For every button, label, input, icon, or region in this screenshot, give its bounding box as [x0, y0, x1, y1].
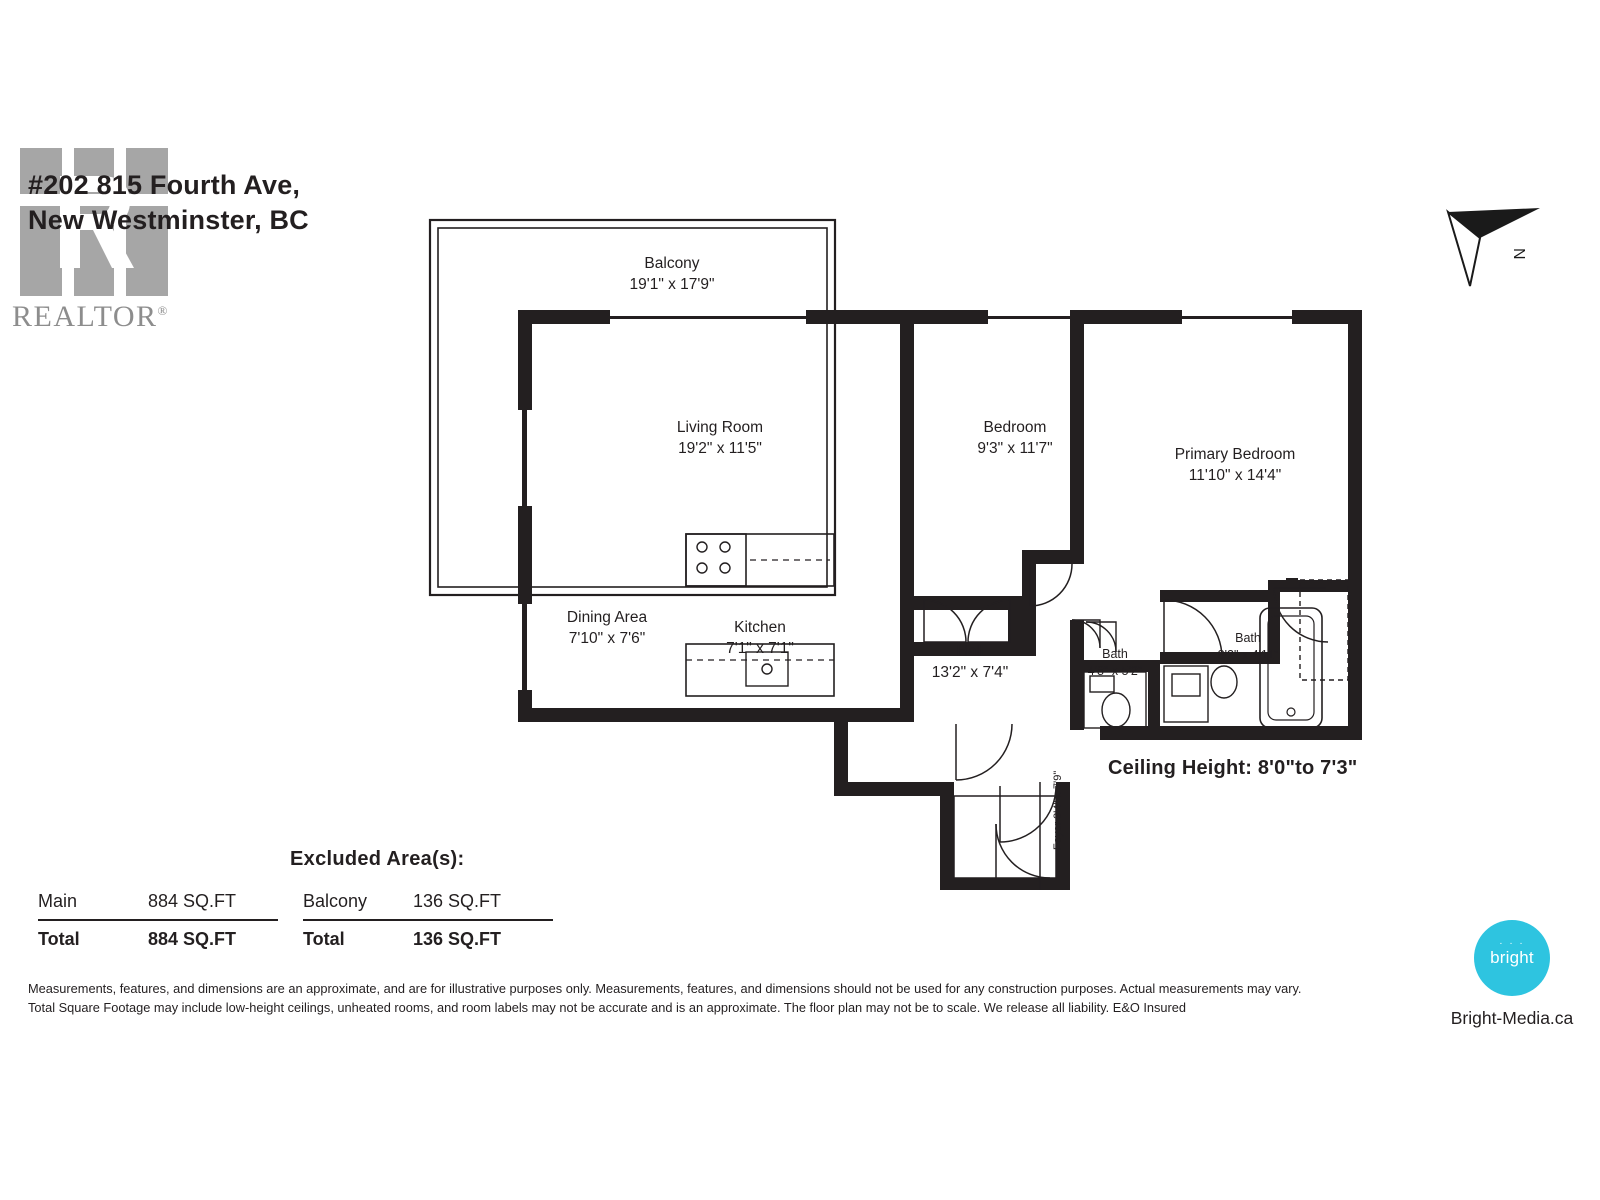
realtor-registered-mark: ® — [157, 303, 169, 318]
bright-logo-word: bright — [1490, 948, 1534, 967]
bright-circle-icon — [1474, 920, 1550, 996]
room-label-bath-2: Bath 8'2" x 4'11" — [1217, 631, 1279, 662]
bright-dots-icon: · · · — [1499, 938, 1525, 949]
page-title — [28, 168, 448, 237]
floor-plan — [400, 190, 1420, 890]
main-total-label: Total — [38, 929, 80, 949]
main-area-label: Main — [38, 891, 78, 911]
room-label-hall: Hall 13'2" x 7'4" — [931, 643, 1009, 681]
floor-plan-svg — [400, 190, 1420, 890]
realtor-word-text: REALTOR — [12, 300, 158, 333]
svg-text:N: N — [1510, 248, 1527, 260]
table-row — [38, 886, 278, 919]
balcony-area-value: 136 SQ.FT — [413, 891, 502, 911]
title-line-1: #202 815 Fourth Ave, — [28, 170, 301, 200]
table-row — [38, 919, 278, 957]
main-area-value: 884 SQ.FT — [148, 891, 237, 911]
room-label-kitchen: Kitchen 7'1" x 7'1" — [726, 619, 794, 657]
title-line-2: New Westminster, BC — [28, 204, 309, 235]
bright-media-site: Bright-Media.ca — [1450, 1008, 1574, 1028]
room-label-dining-area: Dining Area 7'10" x 7'6" — [566, 609, 648, 647]
bright-media-logo — [1432, 920, 1592, 1029]
room-label-bedroom: Bedroom 9'3" x 11'7" — [977, 419, 1053, 457]
north-arrow-icon — [1440, 190, 1550, 300]
main-area-table — [38, 886, 278, 957]
disclaimer-text: Measurements, features, and dimensions are an approximate, and are for illustrative purposes only. Measurements, features, and dimensions should not be used for any construction purposes. Actual measurements may vary. Total Square Footage may include low-height ceilings, unheated rooms, and room labels may not be accurate and is an approximate. The floor plan may not be to scale. We release all liability. E&O Insured — [28, 981, 1302, 1015]
room-label-bath-1: Bath 4'8" x 5'2" — [1087, 647, 1143, 678]
ceiling-height-note: Ceiling Height: 8'0"to 7'3" — [1108, 757, 1358, 779]
excluded-total-label: Total — [303, 929, 345, 949]
main-total-value: 884 SQ.FT — [148, 929, 237, 949]
room-label-living-room: Living Room 19'2" x 11'5" — [676, 419, 764, 457]
realtor-wordmark — [12, 300, 169, 334]
table-row — [303, 919, 553, 957]
room-label-foyer: Foyer 3'4" x 7'9" — [1052, 770, 1064, 850]
excluded-total-value: 136 SQ.FT — [413, 929, 502, 949]
excluded-areas-title: Excluded Area(s): — [290, 848, 465, 870]
room-label-balcony: Balcony 19'1" x 17'9" — [629, 255, 715, 293]
room-label-primary-bedroom: Primary Bedroom 11'10" x 14'4" — [1174, 446, 1296, 484]
excluded-area-table — [303, 886, 553, 957]
table-row — [303, 886, 553, 919]
balcony-area-label: Balcony — [303, 891, 368, 911]
